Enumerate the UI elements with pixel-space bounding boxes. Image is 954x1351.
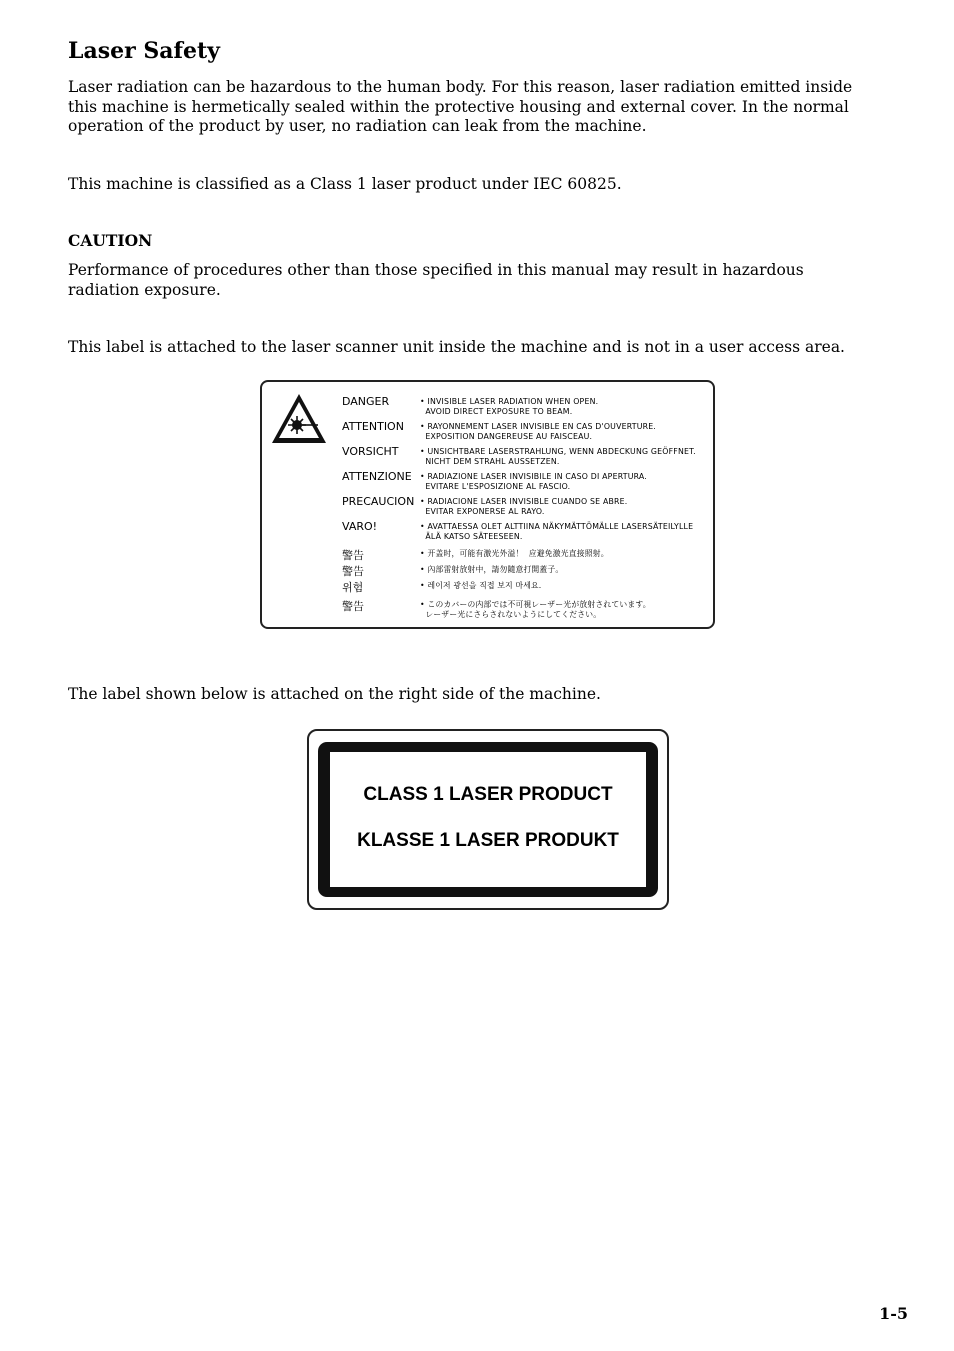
label-text: • 开盖时，可能有激光外溢！ 应避免激光直接照射。 [420,549,609,558]
label-word: ATTENTION [342,420,404,433]
class-label-line-2: KLASSE 1 LASER PRODUKT [357,830,619,851]
laser-warning-label [260,380,715,629]
label-text: • このカバーの内部では不可視レーザー光が放射されています。 レーザー光にさらされないようにしてください。 [420,600,651,619]
label-right-paragraph: The label shown below is attached on the right side of the machine. [68,685,601,703]
label-text: • RADIACIONE LASER INVISIBLE CUANDO SE ABRE. EVITAR EXPONERSE AL RAYO. [420,497,628,516]
intro-paragraph: Laser radiation can be hazardous to the human body. For this reason, laser radiation emitted inside this machine is hermetically sealed within the protective housing and external cover. In the normal operation of the product by user, no radiation can leak from the machine. [68,78,853,135]
label-word: 警告 [342,565,364,578]
label-text: • INVISIBLE LASER RADIATION WHEN OPEN. AVOID DIRECT EXPOSURE TO BEAM. [420,397,599,416]
label-text: • 레이저 광선을 직접 보지 마세요. [420,581,542,590]
label-word: PRECAUCION [342,495,415,508]
caution-heading: CAUTION [68,231,153,250]
caution-text: Performance of procedures other than those specified in this manual may result in hazardous radiation exposure. [68,261,804,299]
label-text: • UNSICHTBARE LASERSTRAHLUNG, WENN ABDECKUNG GEÖFFNET. NICHT DEM STRAHL AUSSETZEN. [420,447,696,466]
label-word: ATTENZIONE [342,470,412,483]
label-word: VORSICHT [342,445,399,458]
class-paragraph: This machine is classified as a Class 1 laser product under IEC 60825. [68,175,622,193]
label-text: • RAYONNEMENT LASER INVISIBLE EN CAS D'OUVERTURE. EXPOSITION DANGEREUSE AU FAISCEAU. [420,422,657,441]
class-label-line-1: CLASS 1 LASER PRODUCT [363,784,613,805]
label-text: • RADIAZIONE LASER INVISIBILE IN CASO DI APERTURA. EVITARE L'ESPOSIZIONE AL FASCIO. [420,472,647,491]
page-heading: Laser Safety [68,38,220,64]
laser-warning-triangle-icon [270,392,328,446]
page-number: 1-5 [879,1304,908,1323]
label-location-paragraph: This label is attached to the laser scanner unit inside the machine and is not in a user access area. [68,338,845,356]
label-word: 위험 [342,581,364,594]
label-word: DANGER [342,395,390,408]
label-word: 警告 [342,549,364,562]
label-text: • AVATTAESSA OLET ALTTIINA NÄKYMÄTTÖMÄLLE LASERSÄTEILYLLE ÄLÄ KATSO SÄTEESEEN. [420,522,694,541]
label-text: • 內部雷射放射中，請勿隨意打開蓋子。 [420,565,564,574]
label-word: 警告 [342,600,364,613]
label-white-panel [330,752,646,887]
label-black-border [318,742,658,897]
label-word: VARO! [342,520,378,533]
class-1-laser-label [307,729,669,910]
